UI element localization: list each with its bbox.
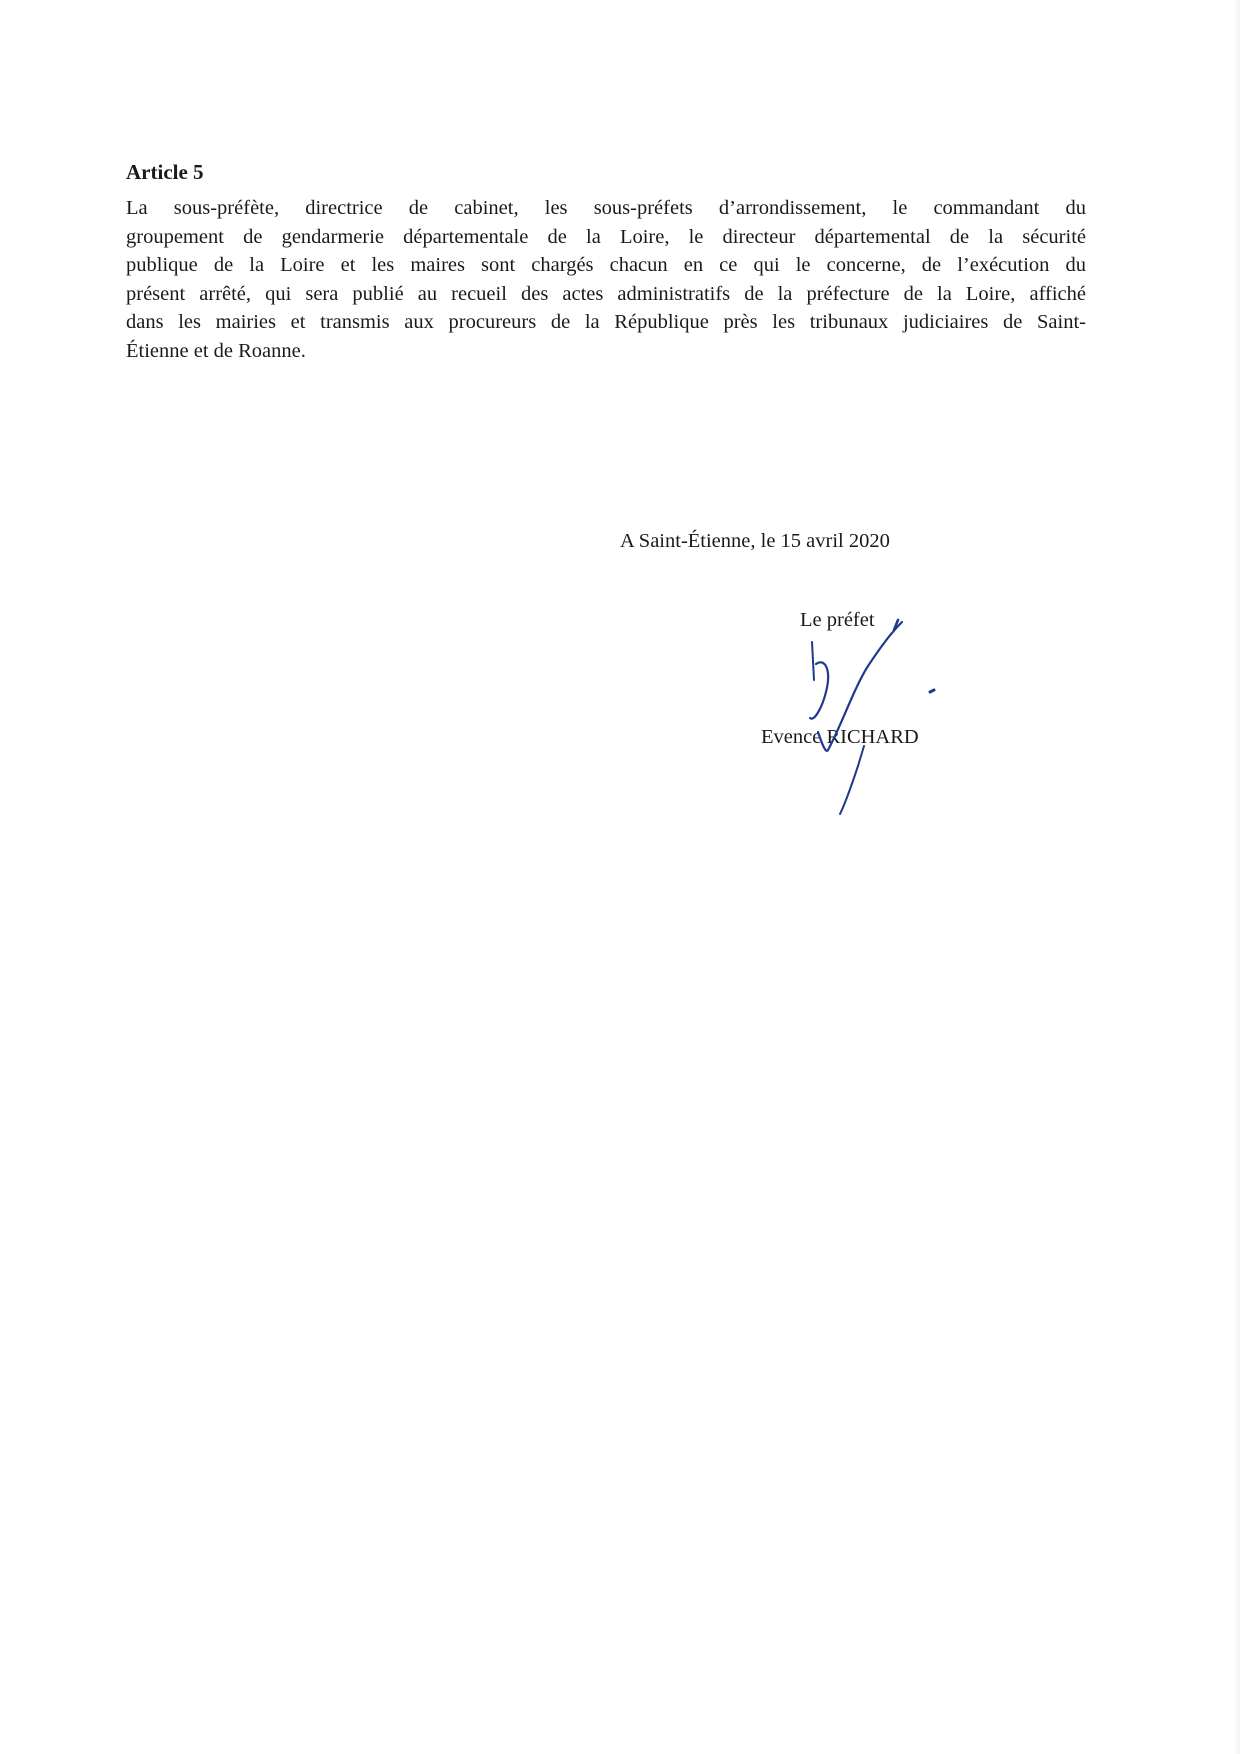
signatory-title: Le préfet: [800, 609, 875, 631]
body-line: groupement de gendarmerie départementale de la Loire, le directeur départemental de la sécurité: [126, 225, 1086, 248]
body-line: Étienne et de Roanne.: [126, 339, 306, 362]
signature-stroke: [894, 620, 898, 630]
article-body: [126, 194, 1086, 366]
signature-stroke: [818, 622, 902, 751]
scan-edge: [1234, 0, 1240, 1754]
handwritten-signature: [790, 608, 970, 828]
body-line: présent arrêté, qui sera publié au recueil des actes administratifs de la préfecture de la Loire, affiché: [126, 282, 1086, 305]
article-heading: Article 5: [126, 160, 204, 184]
signatory-name: Evence RICHARD: [761, 726, 919, 748]
place-date: A Saint-Étienne, le 15 avril 2020: [620, 530, 890, 552]
signature-stroke: [840, 766, 858, 814]
body-line: dans les mairies et transmis aux procureurs de la République près les tribunaux judiciaires de Saint-: [126, 311, 1086, 334]
body-line: publique de la Loire et les maires sont chargés chacun en ce qui le concerne, de l’exécution du: [126, 254, 1086, 277]
signature-stroke: [858, 746, 864, 766]
body-line: La sous-préfète, directrice de cabinet, les sous-préfets d’arrondissement, le commandant du: [126, 197, 1086, 219]
signature-stroke: [812, 642, 814, 680]
signature-stroke: [930, 690, 934, 692]
